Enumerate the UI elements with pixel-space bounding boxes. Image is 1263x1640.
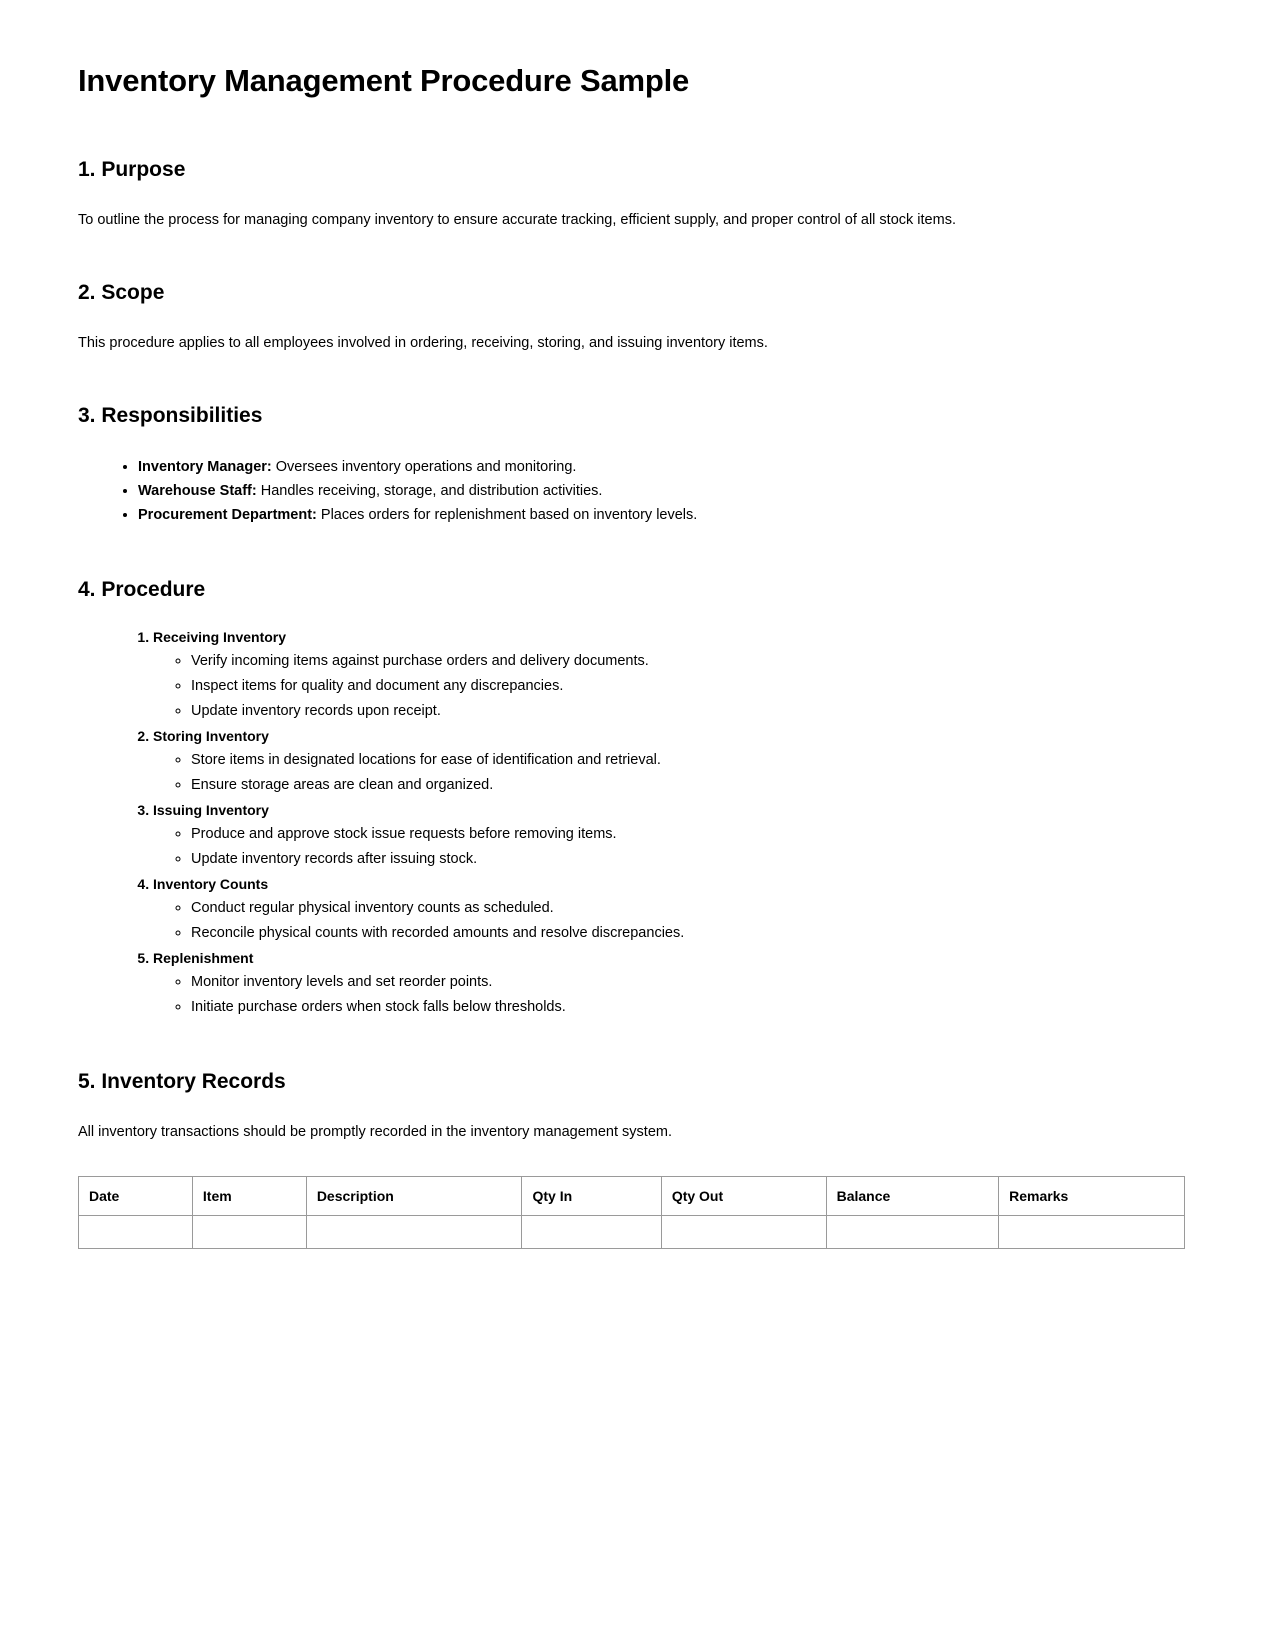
section-purpose	[78, 156, 1185, 231]
list-item: ◦ Update inventory records upon receipt.	[191, 699, 1185, 724]
list-item	[138, 479, 1185, 503]
procedure-step-title: Storing Inventory	[153, 727, 269, 744]
list-item: ◦ Inspect items for quality and document any discrepancies.	[191, 674, 1185, 699]
list-item: ◦ Monitor inventory levels and set reorder points.	[191, 970, 1185, 995]
column-header-qty-in: Qty In	[522, 1177, 661, 1216]
responsibility-description: Places orders for replenishment based on inventory levels.	[316, 507, 698, 524]
list-item: ◦ Initiate purchase orders when stock falls below thresholds.	[191, 995, 1185, 1020]
cell-qty-out[interactable]	[661, 1216, 826, 1249]
section-heading-purpose: 1. Purpose	[78, 157, 186, 181]
procedure-substep-list	[153, 970, 1185, 1020]
column-header-description: Description	[306, 1177, 522, 1216]
inventory-records-table	[78, 1176, 1185, 1249]
page-title: Inventory Management Procedure Sample	[78, 63, 690, 98]
procedure-list	[78, 625, 1185, 1020]
procedure-step	[153, 625, 1185, 724]
responsibility-role: Warehouse Staff:	[138, 483, 257, 500]
column-header-qty-out: Qty Out	[661, 1177, 826, 1216]
purpose-body-text: To outline the process for managing company inventory to ensure accurate tracking, efficient supply, and proper control of all stock items.	[78, 212, 956, 229]
responsibility-description: Oversees inventory operations and monitoring.	[271, 458, 577, 475]
procedure-substep-list	[153, 649, 1185, 724]
procedure-substep-list	[153, 822, 1185, 872]
column-header-date: Date	[79, 1177, 193, 1216]
list-item: ◦ Conduct regular physical inventory counts as scheduled.	[191, 896, 1185, 921]
procedure-substep-list	[153, 748, 1185, 798]
list-item	[138, 503, 1185, 527]
procedure-step	[153, 798, 1185, 872]
cell-qty-in[interactable]	[522, 1216, 661, 1249]
table-row	[79, 1216, 1185, 1249]
procedure-step	[153, 724, 1185, 798]
section-responsibilities	[78, 402, 1185, 527]
cell-item[interactable]	[192, 1216, 306, 1249]
procedure-step-title: Inventory Counts	[153, 875, 269, 892]
cell-date[interactable]	[79, 1216, 193, 1249]
responsibility-description: Handles receiving, storage, and distribution activities.	[256, 483, 603, 500]
responsibility-role: Procurement Department:	[138, 507, 317, 524]
section-procedure	[78, 576, 1185, 1020]
list-item: ◦ Update inventory records after issuing stock.	[191, 847, 1185, 872]
section-scope	[78, 279, 1185, 354]
cell-remarks[interactable]	[999, 1216, 1185, 1249]
cell-balance[interactable]	[826, 1216, 999, 1249]
section-inventory-records	[78, 1068, 1185, 1249]
table-header-row	[79, 1177, 1185, 1216]
procedure-step-title: Receiving Inventory	[153, 629, 287, 646]
list-item: ◦ Store items in designated locations for ease of identification and retrieval.	[191, 748, 1185, 773]
procedure-step-title: Replenishment	[153, 949, 254, 966]
procedure-step-title: Issuing Inventory	[153, 801, 269, 818]
inventory-records-body-text: All inventory transactions should be promptly recorded in the inventory management system.	[78, 1124, 672, 1141]
section-heading-scope: 2. Scope	[78, 281, 165, 305]
table-body	[79, 1216, 1185, 1249]
column-header-item: Item	[192, 1177, 306, 1216]
section-heading-responsibilities: 3. Responsibilities	[78, 404, 263, 428]
scope-body-text: This procedure applies to all employees involved in ordering, receiving, storing, and issuing inventory items.	[78, 335, 768, 352]
table-header	[79, 1177, 1185, 1216]
column-header-balance: Balance	[826, 1177, 999, 1216]
section-heading-inventory-records: 5. Inventory Records	[78, 1069, 286, 1093]
procedure-substep-list	[153, 896, 1185, 946]
section-heading-procedure: 4. Procedure	[78, 577, 206, 601]
list-item: ◦ Produce and approve stock issue requests before removing items.	[191, 822, 1185, 847]
responsibilities-list	[78, 455, 1185, 528]
list-item: ◦ Reconcile physical counts with recorded amounts and resolve discrepancies.	[191, 921, 1185, 946]
procedure-step	[153, 872, 1185, 946]
responsibility-role: Inventory Manager:	[138, 458, 272, 475]
column-header-remarks: Remarks	[999, 1177, 1185, 1216]
list-item: ◦ Verify incoming items against purchase orders and delivery documents.	[191, 649, 1185, 674]
procedure-step	[153, 946, 1185, 1020]
list-item: ◦ Ensure storage areas are clean and organized.	[191, 773, 1185, 798]
cell-description[interactable]	[306, 1216, 522, 1249]
list-item	[138, 455, 1185, 479]
